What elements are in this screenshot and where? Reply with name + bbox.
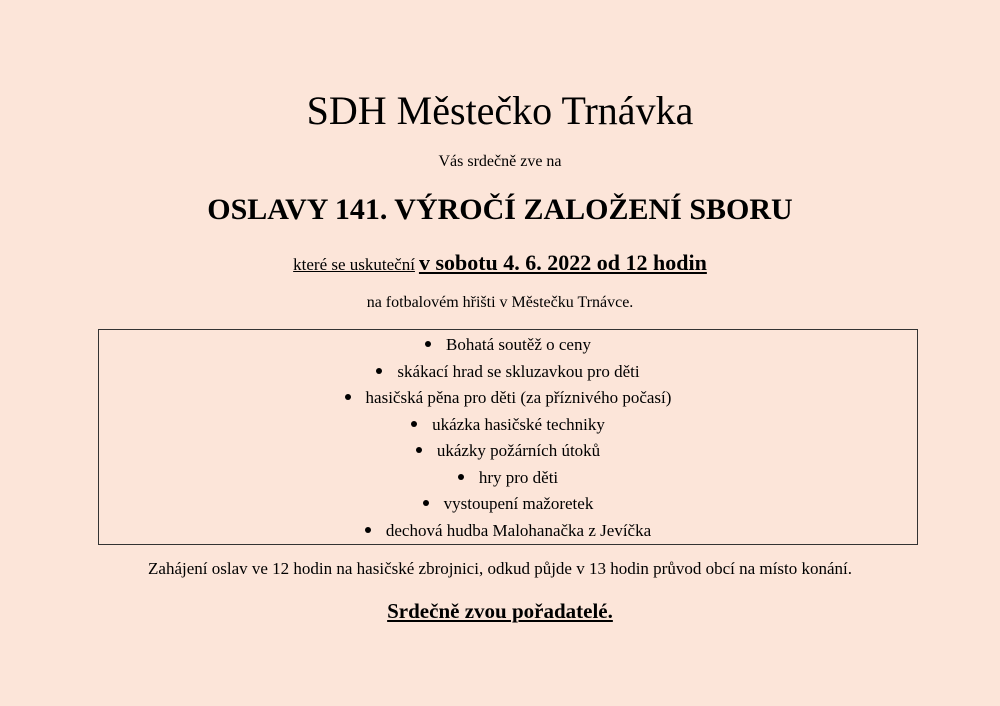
- program-item: [99, 412, 917, 439]
- program-item: [99, 491, 917, 518]
- program-item-label: vystoupení mažoretek: [443, 494, 594, 513]
- program-item-label: hry pro děti: [478, 467, 559, 487]
- bullet-icon: [345, 394, 351, 400]
- program-item-label: dechová hudba Malohanačka z Jevíčka: [385, 520, 652, 540]
- place-line: na fotbalovém hřišti v Městečku Trnávce.: [366, 294, 634, 311]
- program-item-label: Bohatá soutěž o ceny: [446, 335, 591, 354]
- event-title: OSLAVY 141. VÝROČÍ ZALOŽENÍ SBORU: [207, 193, 793, 226]
- bullet-icon: [458, 474, 464, 480]
- event-date: v sobotu 4. 6. 2022 od 12 hodin: [418, 250, 707, 275]
- program-item-label: hasičská pěna pro děti (za příznivého počasí): [365, 388, 672, 407]
- bullet-icon: [411, 421, 417, 427]
- program-item: [99, 332, 917, 359]
- bullet-icon: [376, 368, 382, 374]
- closing-line: Srdečně zvou pořadatelé.: [387, 599, 613, 623]
- program-item: [99, 438, 917, 465]
- date-prefix: které se uskuteční: [293, 255, 415, 274]
- bullet-icon: [425, 341, 431, 347]
- bullet-icon: [423, 500, 429, 506]
- program-item-label: skákací hrad se skluzavkou pro děti: [397, 361, 640, 381]
- opening-line: Zahájení oslav ve 12 hodin na hasičské zbrojnici, odkud půjde v 13 hodin průvod obcí na místo konání.: [148, 559, 852, 578]
- program-item: [99, 518, 917, 545]
- program-item-label: ukázka hasičské techniky: [432, 414, 605, 434]
- date-line: [0, 248, 1000, 281]
- program-item: [99, 385, 917, 412]
- program-item: [99, 359, 917, 386]
- program-list: [99, 332, 917, 544]
- organization-title: SDH Městečko Trnávka: [306, 88, 694, 133]
- bullet-icon: [365, 527, 371, 533]
- bullet-icon: [416, 447, 422, 453]
- program-item-label: ukázky požárních útoků: [436, 441, 601, 460]
- program-item: [99, 465, 917, 492]
- invite-line: Vás srdečně zve na: [438, 153, 562, 170]
- program-box: [98, 329, 918, 545]
